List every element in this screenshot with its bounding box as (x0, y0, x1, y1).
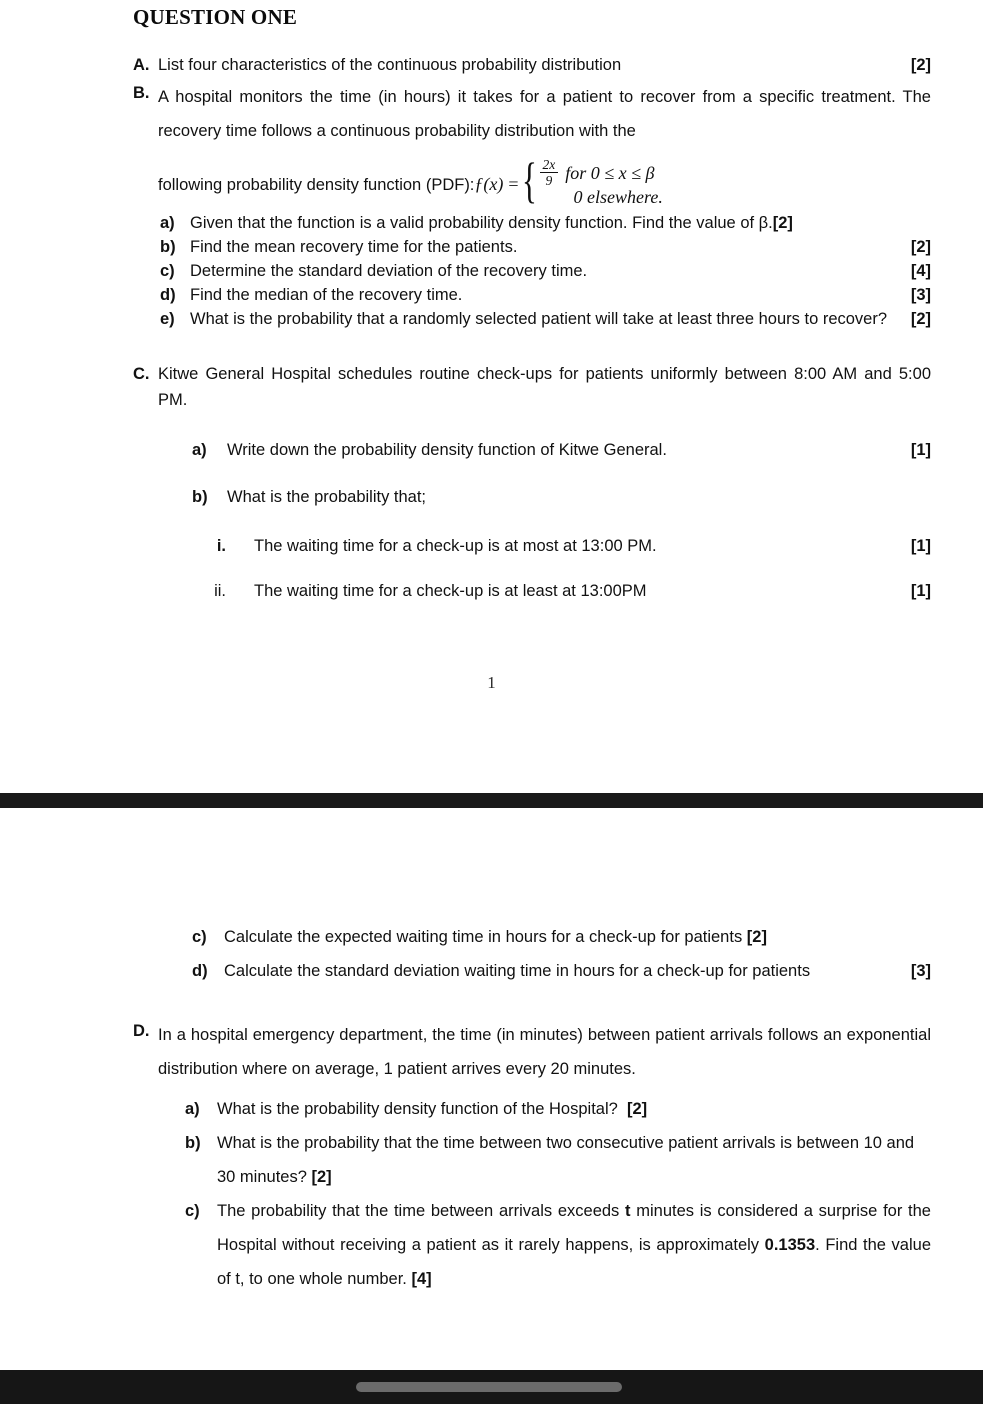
section-c-continued-sublist (0, 808, 983, 988)
pdf-formula-piecewise (521, 152, 663, 208)
list-item (160, 283, 931, 307)
section-a-body (158, 52, 931, 78)
section-c-text: Kitwe General Hospital schedules routine check-ups for patients uniformly between 8:00 AM and 5:00 PM. (158, 365, 931, 410)
list-item (192, 954, 931, 988)
list-item (198, 535, 931, 558)
roman-item-text: The waiting time for a check-up is at least at 13:00PM (254, 582, 647, 601)
sub-item-marker: b) (185, 1134, 201, 1152)
sub-item-marks: [2] (910, 238, 931, 257)
document-page-two (0, 808, 983, 1370)
sub-item-text-part-1: The probability that the time between arrivals exceeds (217, 1202, 626, 1220)
section-d-sublist (0, 1092, 983, 1296)
sub-item-text: Find the mean recovery time for the patients. (190, 238, 518, 257)
sub-item-body (190, 211, 931, 235)
section-c (0, 361, 983, 413)
sub-item-text: Calculate the standard deviation waiting time in hours for a check-up for patients (224, 962, 811, 980)
roman-item-marks: [1] (910, 582, 931, 601)
sub-item-body (227, 486, 931, 509)
sub-item-body (227, 439, 931, 462)
section-a-text: List four characteristics of the continuous probability distribution (158, 56, 622, 74)
sub-item-text: Write down the probability density function of Kitwe General. (227, 441, 667, 460)
roman-item-marker: ii. (214, 582, 226, 601)
sub-item-text: Given that the function is a valid probability density function. Find the value of β. (190, 214, 773, 233)
sub-item-body (190, 259, 931, 283)
section-c-marker: C. (133, 365, 150, 384)
list-item (192, 439, 931, 462)
sub-item-body (224, 920, 931, 954)
pdf-formula-fx: ƒ(x) (474, 174, 504, 194)
sub-item-marks: [4] (411, 1270, 432, 1288)
section-a-marker: A. (133, 56, 150, 74)
list-item (160, 235, 931, 259)
sub-item-body (190, 307, 931, 331)
pdf-formula-lead: following probability density function (PDF): (158, 176, 475, 194)
section-a-marks: [2] (910, 56, 931, 74)
sub-item-marker: c) (192, 928, 207, 946)
sub-item-marker: c) (160, 262, 175, 281)
fraction-denominator: 9 (545, 173, 553, 189)
sub-item-marks: [1] (910, 441, 931, 460)
list-item (192, 920, 931, 954)
list-item (160, 259, 931, 283)
section-d (0, 1018, 983, 1086)
pdf-formula-equals: = (508, 174, 519, 194)
sub-item-marker: a) (192, 441, 207, 460)
section-d-marker: D. (133, 1022, 150, 1040)
pdf-formula (0, 152, 983, 208)
sub-item-text: Find the median of the recovery time. (190, 286, 463, 305)
roman-item-body (254, 580, 931, 603)
sub-item-marker: c) (185, 1202, 200, 1220)
page-title: QUESTION ONE (133, 5, 298, 29)
fraction-numerator: 2x (542, 157, 556, 172)
pdf-case-one (540, 158, 663, 187)
sub-item-marker: d) (160, 286, 176, 305)
roman-item-marker: i. (216, 537, 226, 556)
section-b-marker: B. (133, 84, 150, 102)
sub-item-marks: [2] (910, 310, 931, 329)
left-brace-icon: { (521, 152, 537, 208)
sub-item-body (217, 1092, 931, 1126)
roman-item-body (254, 535, 931, 558)
sub-item-body (217, 1126, 931, 1194)
section-b-sublist (0, 211, 983, 331)
section-c-roman-list (0, 535, 983, 603)
sub-item-marker: e) (160, 310, 175, 329)
sub-item-body (190, 283, 931, 307)
pdf-formula-cases (540, 158, 663, 207)
sub-item-text-part-3: . Find the value of t, to one whole number. (217, 1236, 931, 1288)
sub-item-text-part-2: minutes is considered a surprise for the Hospital without receiving a patient as it rarely happens, is approximately (217, 1202, 931, 1254)
section-c-sublist (0, 439, 983, 509)
sub-item-body (217, 1194, 931, 1296)
sub-item-text: What is the probability that a randomly selected patient will take at least three hours to recover? (190, 310, 888, 329)
sub-item-marks: [4] (910, 262, 931, 281)
sub-item-text: What is the probability that; (227, 488, 427, 507)
fraction-2x-over-9 (540, 158, 559, 187)
list-item (185, 1092, 931, 1126)
sub-item-marks: [2] (772, 214, 793, 233)
section-b-text: A hospital monitors the time (in hours) it takes for a patient to recover from a specific treatment. The recovery time follows a continuous probability distribution with the (158, 88, 931, 140)
section-d-text: In a hospital emergency department, the time (in minutes) between patient arrivals follows an exponential distribution where on average, 1 patient arrives every 20 minutes. (158, 1026, 931, 1078)
sub-item-body (224, 954, 931, 988)
page-break-divider (0, 793, 983, 808)
sub-item-body (190, 235, 931, 259)
sub-item-marker: a) (185, 1100, 200, 1118)
pdf-case-one-condition: for 0 ≤ x ≤ β (565, 162, 655, 183)
sub-item-text: Determine the standard deviation of the recovery time. (190, 262, 588, 281)
list-item (160, 211, 931, 235)
list-item (192, 486, 931, 509)
sub-item-text: What is the probability density function of the Hospital? (217, 1100, 618, 1118)
home-indicator[interactable] (356, 1382, 622, 1392)
list-item (198, 580, 931, 603)
sub-item-marks: [2] (626, 1100, 648, 1118)
sub-item-marks: [2] (311, 1168, 332, 1186)
sub-item-marker: d) (192, 962, 208, 980)
list-item (185, 1194, 931, 1296)
sub-item-text: What is the probability that the time between two consecutive patient arrivals is between 10 and 30 minutes? (217, 1134, 915, 1186)
sub-item-marks: [3] (910, 962, 931, 980)
list-item (160, 307, 931, 331)
section-b (0, 80, 983, 148)
sub-item-marks: [2] (746, 928, 767, 946)
roman-item-text: The waiting time for a check-up is at most at 13:00 PM. (254, 537, 657, 556)
sub-item-emphasis-t: t (625, 1202, 631, 1220)
section-a (0, 52, 983, 78)
sub-item-marker: b) (192, 488, 208, 507)
sub-item-marks: [3] (910, 286, 931, 305)
roman-item-marks: [1] (910, 537, 931, 556)
sub-item-emphasis-value: 0.1353 (764, 1236, 816, 1254)
system-navigation-bar (0, 1370, 983, 1404)
sub-item-text: Calculate the expected waiting time in hours for a check-up for patients (224, 928, 743, 946)
list-item (185, 1126, 931, 1194)
pdf-case-two: 0 elsewhere. (573, 187, 663, 208)
page-number: 1 (487, 673, 496, 693)
sub-item-marker: b) (160, 238, 176, 257)
sub-item-marker: a) (160, 214, 175, 233)
